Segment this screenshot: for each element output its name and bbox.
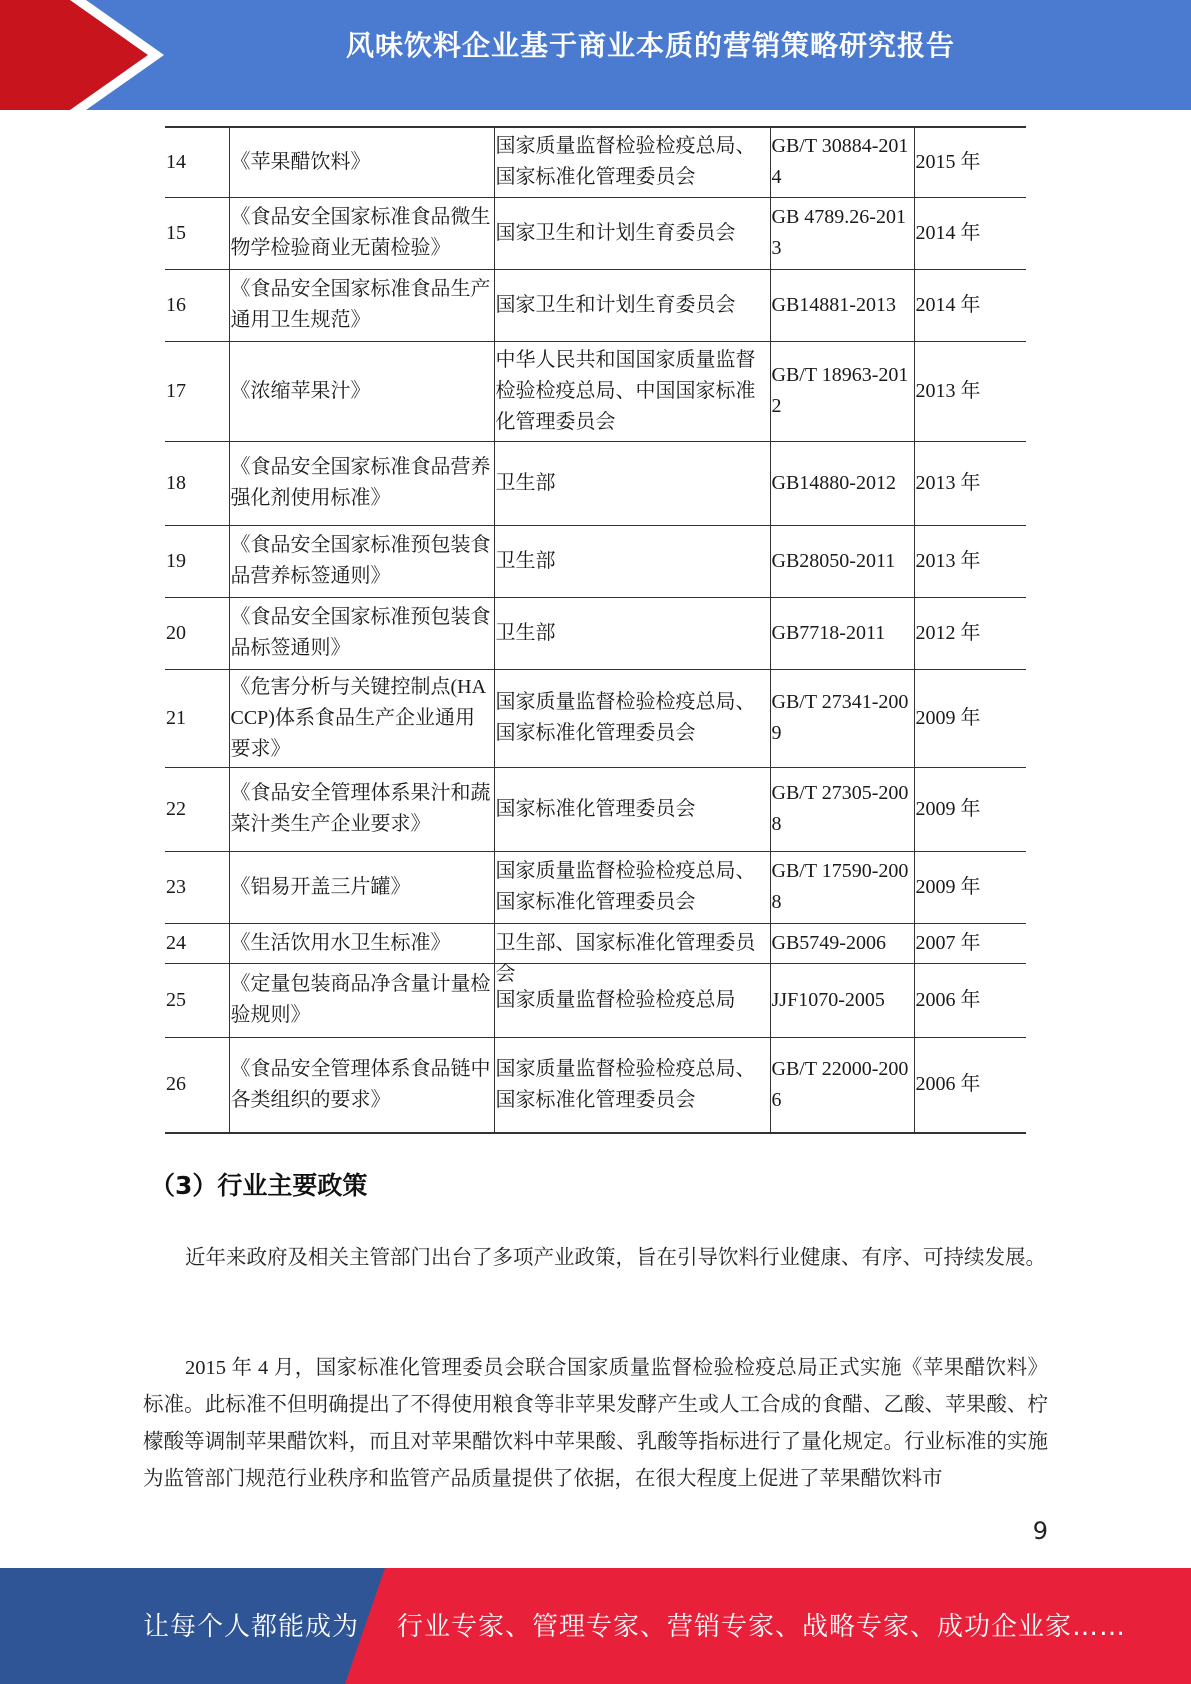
row-number-cell: 21 — [165, 669, 229, 767]
issuing-department-text: 卫生部、国家标准化管理委员会 — [495, 931, 756, 985]
standard-name-cell: 《定量包装商品净含量计量检验规则》 — [229, 963, 494, 1037]
paragraph: 近年来政府及相关主管部门出台了多项产业政策，旨在引导饮料行业健康、有序、可持续发展。 — [185, 1247, 1046, 1269]
issuing-department-cell: 卫生部 — [494, 525, 770, 597]
issuing-department-cell: 卫生部 — [494, 441, 770, 525]
standards-table-body — [165, 127, 1026, 1133]
issuing-department-cell: 中华人民共和国国家质量监督检验检疫总局、中国国家标准化管理委员会 — [494, 341, 770, 441]
table-row — [165, 669, 1026, 767]
standards-table — [165, 126, 1026, 1134]
year-cell: 2013 年 — [914, 441, 1026, 525]
issuing-department-cell: 国家质量监督检验检疫总局、国家标准化管理委员会 — [494, 1037, 770, 1133]
standard-code-cell: GB5749-2006 — [770, 923, 914, 963]
year-cell: 2014 年 — [914, 197, 1026, 269]
year-cell: 2009 年 — [914, 669, 1026, 767]
standard-code-cell: GB/T 22000-2006 — [770, 1037, 914, 1133]
standard-code-cell: GB 4789.26-2013 — [770, 197, 914, 269]
table-row — [165, 127, 1026, 197]
year-cell: 2006 年 — [914, 963, 1026, 1037]
standard-code-cell: GB/T 27305-2008 — [770, 767, 914, 851]
issuing-department-cell: 国家质量监督检验检疫总局 — [494, 963, 770, 1037]
row-number-cell: 24 — [165, 923, 229, 963]
row-number-cell: 15 — [165, 197, 229, 269]
row-number-cell: 23 — [165, 851, 229, 923]
table-row — [165, 441, 1026, 525]
table-row — [165, 1037, 1026, 1133]
year-cell: 2009 年 — [914, 767, 1026, 851]
standard-code-cell: GB7718-2011 — [770, 597, 914, 669]
standard-name-cell: 《危害分析与关键控制点(HACCP)体系食品生产企业通用要求》 — [229, 669, 494, 767]
standard-code-cell: GB14880-2012 — [770, 441, 914, 525]
row-number-cell: 17 — [165, 341, 229, 441]
year-cell: 2014 年 — [914, 269, 1026, 341]
table-row — [165, 963, 1026, 1037]
row-number-cell: 16 — [165, 269, 229, 341]
issuing-department-cell: 国家质量监督检验检疫总局、国家标准化管理委员会 — [494, 669, 770, 767]
standard-name-cell: 《铝易开盖三片罐》 — [229, 851, 494, 923]
standard-name-cell: 《食品安全管理体系食品链中各类组织的要求》 — [229, 1037, 494, 1133]
section-heading: （3）行业主要政策 — [150, 1171, 368, 1200]
footer-banner — [0, 1568, 1191, 1684]
standard-name-cell: 《苹果醋饮料》 — [229, 127, 494, 197]
table-row — [165, 269, 1026, 341]
table-row — [165, 525, 1026, 597]
standard-code-cell: GB/T 27341-2009 — [770, 669, 914, 767]
standard-name-cell: 《食品安全国家标准预包装食品营养标签通则》 — [229, 525, 494, 597]
standard-code-cell: GB14881-2013 — [770, 269, 914, 341]
row-number-cell: 20 — [165, 597, 229, 669]
footer-slogan-right: 行业专家、管理专家、营销专家、战略专家、成功企业家…… — [397, 1612, 1127, 1642]
year-cell: 2012 年 — [914, 597, 1026, 669]
standard-name-cell: 《生活饮用水卫生标准》 — [229, 923, 494, 963]
standards-table-container — [165, 126, 1026, 1134]
issuing-department-cell: 国家标准化管理委员会 — [494, 767, 770, 851]
header-title: 风味饮料企业基于商业本质的营销策略研究报告 — [345, 29, 955, 62]
row-number-cell: 18 — [165, 441, 229, 525]
year-cell: 2007 年 — [914, 923, 1026, 963]
standard-name-cell: 《食品安全国家标准预包装食品标签通则》 — [229, 597, 494, 669]
issuing-department-cell: 卫生部 — [494, 597, 770, 669]
issuing-department-cell: 国家质量监督检验检疫总局、国家标准化管理委员会 — [494, 127, 770, 197]
standard-code-cell: JJF1070-2005 — [770, 963, 914, 1037]
table-row — [165, 341, 1026, 441]
issuing-department-cell — [494, 923, 770, 985]
year-cell: 2013 年 — [914, 525, 1026, 597]
year-cell: 2013 年 — [914, 341, 1026, 441]
row-number-cell: 25 — [165, 963, 229, 1037]
standard-name-cell: 《食品安全国家标准食品微生物学检验商业无菌检验》 — [229, 197, 494, 269]
table-row — [165, 197, 1026, 269]
table-row — [165, 851, 1026, 923]
year-cell: 2009 年 — [914, 851, 1026, 923]
row-number-cell: 19 — [165, 525, 229, 597]
standard-name-cell: 《食品安全管理体系果汁和蔬菜汁类生产企业要求》 — [229, 767, 494, 851]
issuing-department-cell: 国家质量监督检验检疫总局、国家标准化管理委员会 — [494, 851, 770, 923]
standard-code-cell: GB/T 30884-2014 — [770, 127, 914, 197]
issuing-department-cell: 国家卫生和计划生育委员会 — [494, 269, 770, 341]
row-number-cell: 14 — [165, 127, 229, 197]
standard-code-cell: GB/T 18963-2012 — [770, 341, 914, 441]
standard-name-cell: 《食品安全国家标准食品营养强化剂使用标准》 — [229, 441, 494, 525]
standard-code-cell: GB28050-2011 — [770, 525, 914, 597]
header-banner — [0, 0, 1191, 110]
standard-code-cell: GB/T 17590-2008 — [770, 851, 914, 923]
page-number: 9 — [1032, 1517, 1048, 1545]
row-number-cell: 22 — [165, 767, 229, 851]
table-row — [165, 597, 1026, 669]
issuing-department-cell: 国家卫生和计划生育委员会 — [494, 197, 770, 269]
table-row — [165, 923, 1026, 963]
row-number-cell: 26 — [165, 1037, 229, 1133]
year-cell: 2006 年 — [914, 1037, 1026, 1133]
paragraph: 2015 年 4 月，国家标准化管理委员会联合国家质量监督检验检疫总局正式实施《苹果醋饮料》标准。此标准不但明确提出了不得使用粮食等非苹果发酵产生或人工合成的食醋、乙酸、苹果酸、柠檬酸等调制苹果醋饮料，而且对苹果醋饮料中苹果酸、乳酸等指标进行了量化规定。行业标准的实施为监管部门规范行业秩序和监管产品质量提供了依据，在很大程度上促进了苹果醋饮料市 — [143, 1357, 1048, 1490]
table-row — [165, 767, 1026, 851]
standard-name-cell: 《食品安全国家标准食品生产通用卫生规范》 — [229, 269, 494, 341]
year-cell: 2015 年 — [914, 127, 1026, 197]
standard-name-cell: 《浓缩苹果汁》 — [229, 341, 494, 441]
footer-slogan-left: 让每个人都能成为 — [143, 1612, 360, 1642]
